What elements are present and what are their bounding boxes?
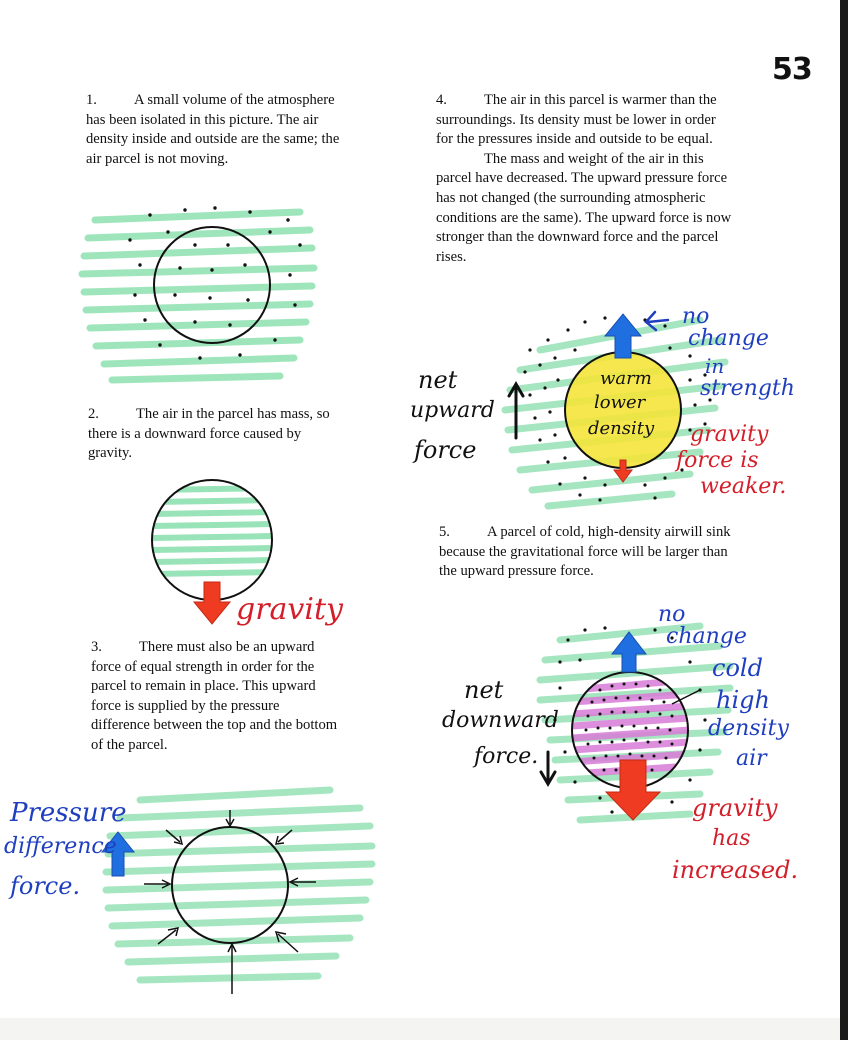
panel-3-diagram	[102, 790, 372, 994]
panel-1-body: A small volume of the atmosphere has been isolated in this picture. The air density inside and outside are the same; the air parcel is not moving.	[86, 92, 340, 167]
panel-5-diagram	[540, 626, 730, 820]
panel-4-body: The air in this parcel is warmer than the surroundings. Its density must be lower in order for the pressures inside and outside to be equal.	[436, 92, 717, 148]
panel-4-number: 4.	[436, 92, 447, 108]
panel-4-no-change-label-1: no	[682, 304, 710, 329]
page-number: 53	[772, 52, 812, 87]
panel-4-net-label-3: force	[414, 436, 477, 464]
panel-5-net-arrow	[541, 752, 555, 784]
panel-5-cold-label-2: high	[716, 686, 770, 714]
panel-1-green-hatch	[82, 212, 314, 380]
panel-4-net-label-2: upward	[410, 398, 495, 423]
panel-5-no-change-label-1: no	[658, 602, 686, 627]
panel-5-net-label-3: force.	[474, 744, 539, 769]
panel-2-gravity-arrow	[194, 582, 230, 624]
panel-5-upward-arrow	[612, 632, 646, 672]
panel-4-parcel-label-3: density	[588, 418, 655, 439]
panel-4-gravity-label-1: gravity	[690, 422, 769, 447]
panel-5-gravity-label-2: has	[712, 826, 751, 851]
panel-3-green-hatch	[106, 790, 372, 980]
panel-4-parcel-label-1: warm	[600, 368, 652, 389]
panel-2-gravity-label: gravity	[236, 592, 343, 627]
panel-4-gravity-label-2: force is	[676, 448, 759, 473]
panel-5-no-change-label-2: change	[666, 624, 747, 649]
panel-4-net-label-1: net	[418, 366, 458, 394]
panel-5-cold-label-3: density	[708, 716, 789, 741]
panel-3-pressure-label-1: Pressure	[10, 798, 127, 828]
panel-2-number: 2.	[88, 406, 99, 422]
panel-4-gravity-label-3: weaker.	[700, 474, 787, 499]
panel-4-parcel-label-2: lower	[594, 392, 646, 413]
panel-3-pressure-label-3: force.	[10, 872, 81, 900]
panel-5-cold-label-1: cold	[712, 654, 763, 682]
panel-1-number: 1.	[86, 92, 97, 108]
panel-4-no-change-label-4: strength	[700, 376, 795, 401]
panel-4-body-2: The mass and weight of the air in this parcel have decreased. The upward pressure force has not changed (the surrounding atmospheric conditions are the same). The upward force is now stronger than the downward force and the parcel rises.	[436, 150, 732, 265]
panel-5-body: A parcel of cold, high-density airwill sink because the gravitational force will be larger than the upward pressure force.	[439, 524, 731, 580]
panel-5-net-label-2: downward	[442, 708, 559, 733]
panel-3-number: 3.	[91, 639, 102, 655]
panel-2-body: The air in the parcel has mass, so there is a downward force caused by gravity.	[88, 406, 330, 462]
panel-5-number: 5.	[439, 524, 450, 540]
panel-5-net-label-1: net	[464, 676, 504, 704]
panel-3-body: There must also be an upward force of equal strength in order for the parcel to remain in place. This upward force is supplied by the pressure difference between the top and the bottom of the parcel.	[91, 639, 338, 753]
panel-5-cold-label-4: air	[736, 746, 767, 771]
panel-4-no-change-label-2: change	[688, 326, 769, 351]
panel-5-gravity-label-1: gravity	[692, 794, 778, 822]
panel-4-no-change-label-3: in	[705, 354, 725, 378]
panel-1-diagram	[82, 206, 314, 380]
panel-3-pressure-label-2: difference	[4, 834, 117, 859]
panel-5-gravity-label-3: increased.	[672, 856, 799, 884]
